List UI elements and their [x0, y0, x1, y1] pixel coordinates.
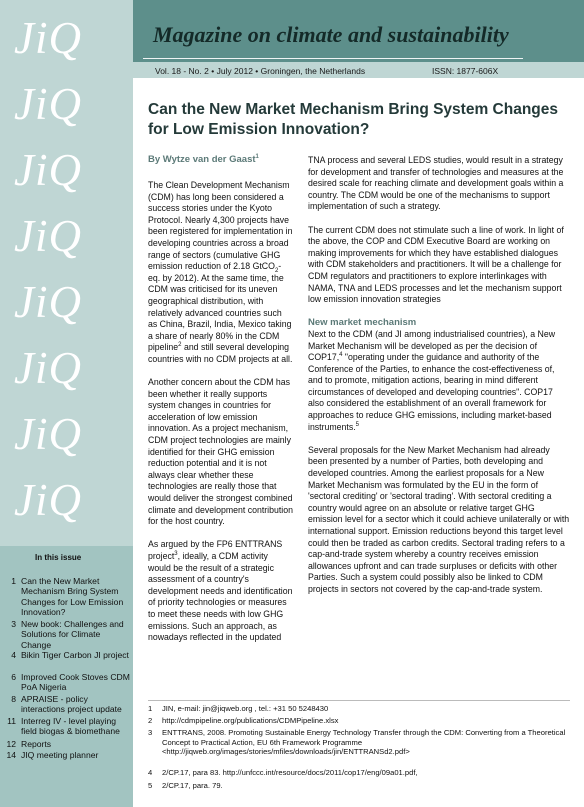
- text-run: , ideally, a CDM activity would be the result of a strategic assessment of a country's development needs and identification of priority technologies or measures to meet these needs with low GHG emissions. Such an approach, as nowadays reflected in the updated: [148, 551, 293, 643]
- jiq-logo: JiQ: [14, 277, 82, 327]
- jiq-logo: JiQ: [14, 475, 82, 525]
- masthead-divider: [143, 58, 523, 59]
- footnote: [148, 781, 573, 791]
- paragraph: TNA process and several LEDS studies, would result in a strategy for development and transfer of technologies and measures at the desired scale for reaching climate and development goals within a country. The CDM would be one of the mechanisms to support implementation of such a strategy.: [308, 155, 564, 212]
- footnote-number: 5: [148, 781, 153, 790]
- footnote-ref: 4: [339, 352, 343, 359]
- toc-item-label: JIQ meeting planner: [21, 750, 99, 760]
- paragraph: Another concern about the CDM has been whether it really supports system changes in countries for acceleration of low emission innovation. As a project mechanism, CDM project technologies are mainly identified for their GHG emission reduction potential and it is not always clear whether these technologies are really those that would deliver the strongest combined climate and development contribution for the host country.: [148, 377, 293, 527]
- jiq-logo: JiQ: [14, 79, 82, 129]
- toc-page-number: 4: [11, 650, 16, 660]
- toc-item-label: APRAISE - policy interactions project update: [21, 694, 122, 715]
- text-run: "operating under the guidance and authority of the Conference of the Parties, to enhance the cost-effectiveness of, and to promote, mitigation actions, bearing in mind different circumstances of developed and developing countries". COP17 also considered the establishment of an overall framework for approaches to reduce GHG emissions, including market-based instruments.: [308, 352, 555, 432]
- text-run: The Clean Development Mechanism (CDM) has long been considered a success stories under the Kyoto Protocol. Nearly 4,300 projects have been registered for implementation in developing countries across a broad range of sectors (cumulative GHG emission reduction of 2.18 GtCO: [148, 180, 293, 272]
- subscript: 2: [274, 267, 279, 274]
- footnote-text: 2/CP.17, para. 79.: [162, 781, 223, 790]
- toc-page-number: 12: [6, 739, 16, 749]
- text-run: -eq. by 2012). At the same time, the CDM was criticised for its uneven geographical distribution, with relatively advanced countries such as China, Brazil, India, Mexico taking a share of nearly 80% in the CDM pipeline: [148, 261, 292, 353]
- paragraph: The current CDM does not stimulate such a line of work. In light of the above, the COP and CDM Executive Board are working on making improvements for which they have established dialogues with CDM stakeholders and practitioners. It will be a challenge for CDM regulators and practitioners to explore interlinkages with NAMA, TNA and LEDS processes and let the mechanism support low emission innovation strategies: [308, 224, 564, 305]
- toc-item[interactable]: [4, 650, 132, 660]
- toc-item[interactable]: [4, 576, 132, 618]
- toc-page-number: 6: [11, 672, 16, 682]
- footnote-text[interactable]: http://cdmpipeline.org/publications/CDMPipeline.xlsx: [162, 716, 339, 725]
- toc-item-label: Bikin Tiger Carbon JI project: [21, 650, 129, 660]
- text-run: and still several developing countries with no CDM projects at all.: [148, 342, 293, 364]
- footnote-ref: 1: [255, 153, 259, 160]
- text-run: Next to the CDM (and JI among industrialised countries), a New Market Mechanism will be developed as per the decision of COP17,: [308, 328, 556, 363]
- jiq-logo: JiQ: [14, 145, 82, 195]
- article-column-left: [148, 180, 293, 655]
- paragraph: [308, 329, 570, 433]
- footnote-number: 3: [148, 728, 153, 737]
- paragraph: [148, 180, 293, 366]
- footnote-ref: 2: [178, 342, 182, 349]
- paragraph: [148, 539, 293, 643]
- footnote: [148, 768, 573, 778]
- footnote-number: 2: [148, 716, 153, 725]
- toc-item[interactable]: [4, 739, 132, 749]
- author-name: By Wytze van der Gaast: [148, 154, 256, 165]
- toc-item-label: Improved Cook Stoves CDM PoA Nigeria: [21, 672, 130, 693]
- toc-page-number: 14: [6, 750, 16, 760]
- toc-item[interactable]: [4, 716, 132, 737]
- toc-item-label: New book: Challenges and Solutions for Climate Change: [21, 619, 124, 650]
- jiq-logo: JiQ: [14, 13, 82, 63]
- footnote-text[interactable]: ENTTRANS, 2008. Promoting Sustainable Energy Technology Transfer through the CDM: Converting from a Theoretical Concept to Practical Action, EU 6th Framework Programme <http://jiqweb.org/images/stories/mfiles/downloads/jin/ENTTRANSd2.pdf>: [162, 728, 566, 756]
- footnote-ref: 5: [355, 421, 359, 428]
- footnote: [148, 704, 573, 714]
- jiq-logo: JiQ: [14, 343, 82, 393]
- article-column-right: [308, 155, 570, 607]
- jiq-logo: JiQ: [14, 211, 82, 261]
- toc-item-label: Can the New Market Mechanism Bring System Changes for Low Emission Innovation?: [21, 576, 124, 618]
- toc-page-number: 3: [11, 619, 16, 629]
- footnote-text[interactable]: JIN, e-mail: jin@jiqweb.org , tel.: +31 50 5248430: [162, 704, 329, 713]
- toc-item[interactable]: [4, 619, 132, 650]
- section-heading: New market mechanism: [308, 317, 417, 329]
- magazine-title: Magazine on climate and sustainability: [153, 22, 509, 47]
- jiq-logo: JiQ: [14, 409, 82, 459]
- paragraph: Several proposals for the New Market Mechanism had already been presented by a number of Parties, both developing and developed countries. Among the earliest proposals for a New Market Mechanism was formulated by the EU in the form of 'sectoral crediting' or 'sectoral trading'. With sectoral crediting a country would agree on an absolute or relative target GHG emission level for a sector which it could achieve unilaterally or with international support. Emission reductions beyond this target level could then be traded as carbon credits. Sectoral trading refers to a cap-and-trade system whereby a country receives emission allowances upfront and can trade surpluses or deficits with other Parties. Such a system could possibly also be linked to CDM projects in sectors not covered by the cap-and-trade system.: [308, 444, 570, 594]
- footnote: [148, 728, 573, 757]
- toc-page-number: 11: [7, 716, 16, 726]
- toc-page-number: 8: [11, 694, 16, 704]
- footnote-number: 4: [148, 768, 153, 777]
- toc-item[interactable]: [4, 694, 132, 715]
- toc-item[interactable]: [4, 672, 132, 693]
- issue-info: Vol. 18 - No. 2 • July 2012 • Groningen, the Netherlands: [155, 66, 366, 76]
- toc-item-label: Reports: [21, 739, 52, 749]
- issn-label: ISSN: 1877-606X: [432, 66, 499, 76]
- footnote-ref: 3: [174, 551, 178, 558]
- byline: [148, 154, 259, 165]
- footnote-number: 1: [148, 704, 153, 713]
- footnote-text[interactable]: 2/CP.17, para 83. http://unfccc.int/resource/docs/2011/cop17/eng/09a01.pdf,: [162, 768, 418, 777]
- toc-item-label: Interreg IV - level playing field biogas & biomethane: [21, 716, 120, 737]
- toc-page-number: 1: [11, 576, 16, 586]
- footnote-divider: [148, 700, 570, 701]
- article-title: Can the New Market Mechanism Bring System Changes for Low Emission Innovation?: [148, 101, 559, 138]
- text-run: As argued by the FP6 ENTTRANS project: [148, 539, 283, 561]
- toc-item[interactable]: [4, 750, 132, 760]
- footnote: [148, 716, 573, 726]
- toc-title: In this issue: [35, 553, 82, 562]
